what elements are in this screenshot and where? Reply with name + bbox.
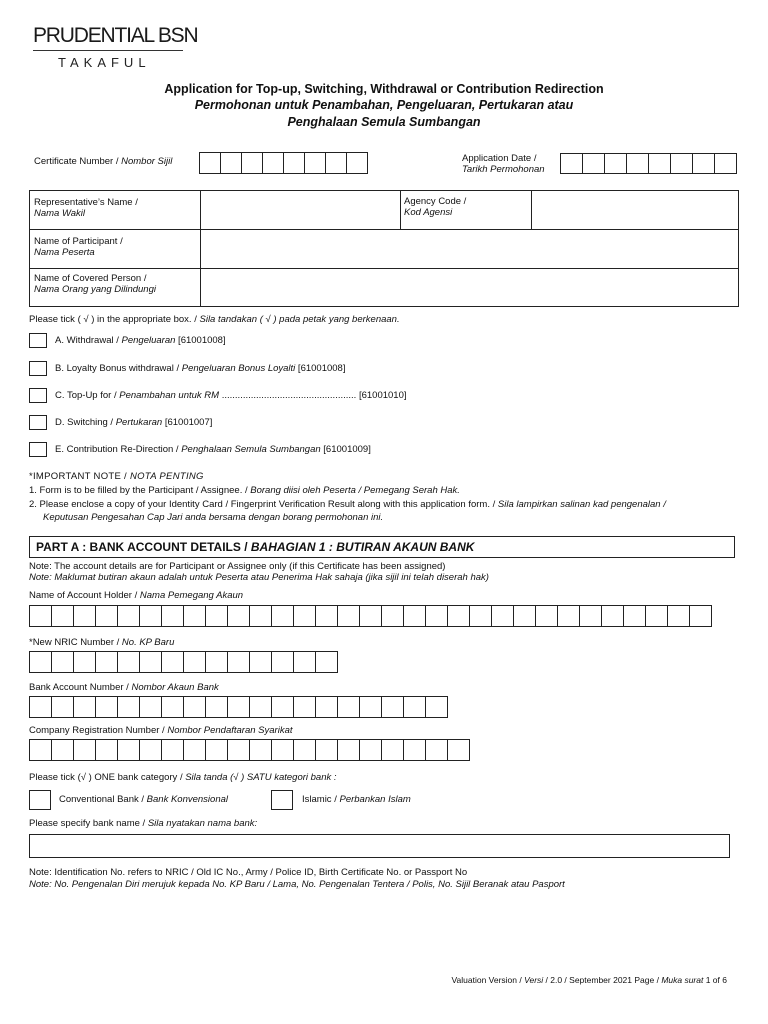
part-a-heading: PART A : BANK ACCOUNT DETAILS / BAHAGIAN 1 : BUTIRAN AKAUN BANK	[29, 536, 735, 558]
bank-name-input[interactable]	[29, 834, 730, 858]
islamic-bank-label: Islamic / Perbankan Islam	[302, 794, 411, 805]
conventional-bank-checkbox[interactable]	[29, 790, 51, 810]
participant-name-label: Name of Participant / Nama Peserta	[34, 236, 123, 258]
nric-label: *New NRIC Number / No. KP Baru	[29, 637, 175, 648]
bank-category-label: Please tick (√ ) ONE bank category / Sila tanda (√ ) SATU kategori bank :	[29, 772, 337, 783]
option-top-up: C. Top-Up for / Penambahan untuk RM ................................................... [61001010]	[55, 390, 407, 401]
certificate-number-label: Certificate Number / Nombor Sijil	[34, 156, 173, 167]
application-date-label: Application Date / Tarikh Permohonan	[462, 153, 545, 175]
part-a-note-en: Note: The account details are for Participant or Assignee only (if this Certificate has been assigned)	[29, 561, 446, 572]
option-loyalty-bonus: B. Loyalty Bonus withdrawal / Pengeluaran Bonus Loyalti [61001008]	[55, 363, 346, 374]
form-title-ms-1: Permohonan untuk Penambahan, Pengeluaran, Pertukaran atau	[194, 98, 574, 112]
important-note-item-2-cont: Keputusan Pengesahan Cap Jari anda bersama dengan borang permohonan ini.	[43, 512, 384, 523]
participant-name-input[interactable]	[201, 230, 738, 268]
agency-code-input[interactable]	[532, 191, 738, 229]
representative-name-input[interactable]	[201, 191, 400, 229]
id-note-en: Note: Identification No. refers to NRIC / Old IC No., Army / Police ID, Birth Certificate No. or Passport No	[29, 867, 468, 878]
id-note-ms: Note: No. Pengenalan Diri merujuk kepada No. KP Baru / Lama, No. Pengenalan Tentera / Polis, No. Sijil Beranak atau Pasport	[29, 879, 565, 890]
account-holder-field[interactable]	[29, 605, 712, 627]
certificate-number-field[interactable]	[199, 152, 368, 174]
part-a-note-ms: Note: Maklumat butiran akaun adalah untuk Peserta atau Penerima Hak sahaja (jika sijil ini telah diserah hak)	[29, 572, 489, 583]
tick-instruction: Please tick ( √ ) in the appropriate box. / Sila tandakan ( √ ) pada petak yang berkenaan.	[29, 314, 400, 325]
company-reg-label: Company Registration Number / Nombor Pendaftaran Syarikat	[29, 725, 293, 736]
option-withdrawal: A. Withdrawal / Pengeluaran [61001008]	[55, 335, 226, 346]
representative-name-label: Representative’s Name / Nama Wakil	[34, 197, 138, 219]
bank-account-field[interactable]	[29, 696, 448, 718]
company-reg-field[interactable]	[29, 739, 470, 761]
bank-account-label: Bank Account Number / Nombor Akaun Bank	[29, 682, 219, 693]
top-up-checkbox[interactable]	[29, 388, 47, 403]
option-switching: D. Switching / Pertukaran [61001007]	[55, 417, 213, 428]
application-date-field[interactable]	[560, 153, 737, 174]
conventional-bank-label: Conventional Bank / Bank Konvensional	[59, 794, 229, 805]
company-logo: PRUDENTIAL BSN	[33, 24, 198, 47]
account-holder-label: Name of Account Holder / Nama Pemegang Akaun	[29, 590, 244, 601]
option-redirection: E. Contribution Re-Direction / Penghalaan Semula Sumbangan [61001009]	[55, 444, 371, 455]
bank-name-label: Please specify bank name / Sila nyatakan nama bank:	[29, 818, 258, 829]
agency-code-label: Agency Code / Kod Agensi	[404, 196, 467, 218]
important-note-item-2: 2. Please enclose a copy of your Identity Card / Fingerprint Verification Result along with this application form. / Sila lampirkan salinan kad pengenalan /	[29, 499, 666, 510]
logo-subtitle: TAKAFUL	[58, 55, 151, 70]
form-title: Application for Top-up, Switching, Withdrawal or Contribution Redirection	[164, 82, 604, 96]
form-title-ms-2: Penghalaan Semula Sumbangan	[287, 115, 481, 129]
covered-person-input[interactable]	[201, 269, 738, 307]
important-note-heading: *IMPORTANT NOTE / NOTA PENTING	[29, 471, 204, 482]
logo-divider	[33, 50, 183, 51]
redirection-checkbox[interactable]	[29, 442, 47, 457]
switching-checkbox[interactable]	[29, 415, 47, 430]
page-footer: Valuation Version / Versi / 2.0 / September 2021 Page / Muka surat 1 of 6	[451, 975, 727, 985]
loyalty-bonus-checkbox[interactable]	[29, 361, 47, 376]
covered-person-label: Name of Covered Person / Nama Orang yang Dilindungi	[34, 273, 156, 295]
withdrawal-checkbox[interactable]	[29, 333, 47, 348]
nric-field[interactable]	[29, 651, 338, 673]
islamic-bank-checkbox[interactable]	[271, 790, 293, 810]
important-note-item-1: 1. Form is to be filled by the Participant / Assignee. / Borang diisi oleh Peserta / Pemegang Serah Hak.	[29, 485, 460, 496]
